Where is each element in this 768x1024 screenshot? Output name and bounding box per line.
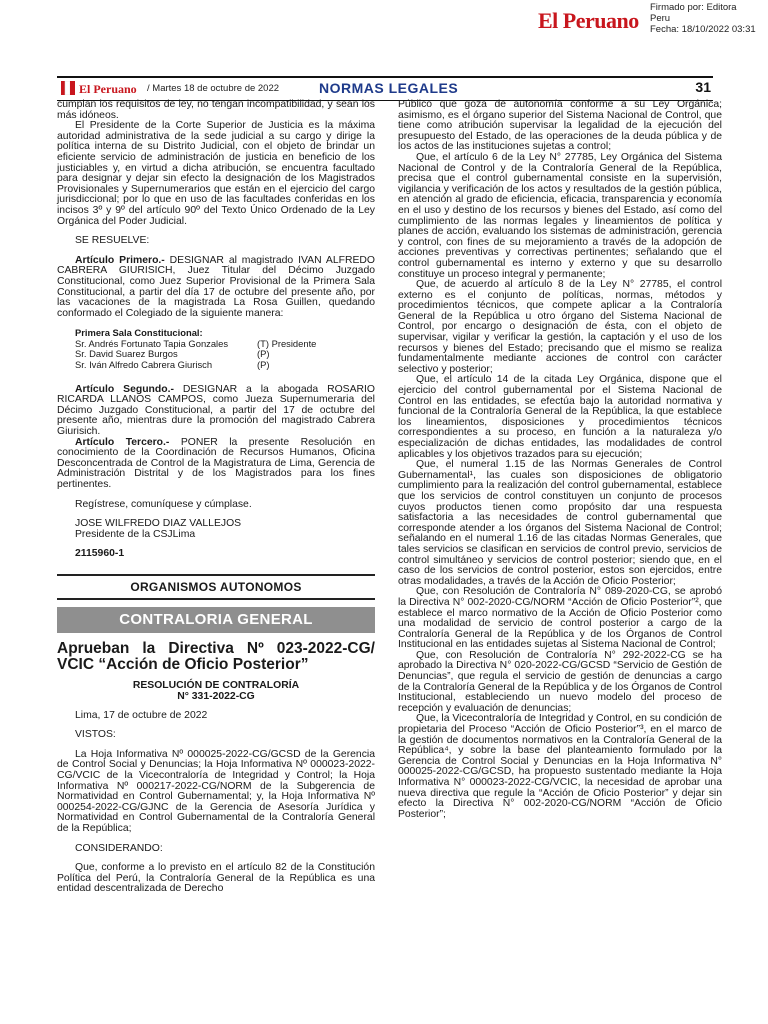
header-section: NORMAS LEGALES	[319, 80, 459, 96]
resolution-line2: N° 331-2022-CG	[177, 690, 255, 702]
resolution-line1: RESOLUCIÓN DE CONTRALORÍA	[132, 679, 300, 691]
signer-role: Presidente de la CSJLima	[75, 528, 196, 540]
left-column	[57, 100, 375, 895]
paragraph: Que, el artículo 6 de la Ley N° 27785, Ley Orgánica del Sistema Nacional de Control y de la Contraloría General de la República, precisa que el control gubernamental consiste en la supervisión, vigilancia y verificación de los actos y resultados de la gestión pública, en atención al grado de eficiencia, eficacia, transparencia y economía en el uso y destino de los recursos y bienes del Estado, así como del cumplimiento de las normas legales y lineamientos de política y planes de acción, evaluando los sistemas de administración, gerencia y control, con fines de su mejoramiento a través de la adopción de acciones preventivas y correctivas pertinentes; señalando que el control gubernamental es interno y externo y que su desarrollo constituye un proceso integral y permanente;	[398, 151, 722, 280]
paragraph: Que, con Resolución de Contraloría N° 089-2020-CG, se aprobó la Directiva N° 002-2020-CG/NORM “Acción de Oficio Posterior”², que establece el marco normativo de la Acción de Oficio Posterior como una modalidad de servicio de control posterior a cargo de la Contraloría General de la República y de los Órganos de Control Institucional en las entidades sujetas al Sistema Nacional de Control;	[398, 586, 722, 651]
paragraph: Que, conforme a lo previsto en el artículo 82 de la Constitución Política del Perú, la Contraloría General de la República es una entidad descentralizada de Derecho	[57, 862, 375, 895]
stamp-line2: Peru	[650, 13, 671, 24]
paragraph: La Hoja Informativa Nº 000025-2022-CG/GCSD de la Gerencia de Control Social y Denuncias; la Hoja Informativa Nº 000023-2022-CG/VCIC de la Vicecontraloría de Integridad y Control; la Hoja Informativa Nº 000217-2022-CG/NORM de la Subgerencia de Normatividad en Control Gubernamental; y, la Hoja Informativa Nº 000254-2022-CG/GJNC de la Gerencia de Asesoría Jurídica y Normatividad en Control Gubernamental de la Contraloría General de la República;	[57, 748, 375, 834]
page-number: 31	[695, 79, 711, 95]
member-role: (T) Presidente	[257, 337, 317, 349]
article-first	[57, 256, 375, 320]
digital-signature-stamp	[538, 2, 764, 38]
stamp-line1: Firmado por: Editora	[650, 2, 737, 13]
closing-formula: Regístrese, comuníquese y cúmplase.	[75, 498, 252, 510]
article-label: Artículo Tercero.-	[75, 436, 170, 448]
vistos-heading: VISTOS:	[75, 729, 116, 741]
resuelve-heading: SE RESUELVE:	[75, 235, 150, 247]
paragraph: cumplan los requisitos de ley, no tengan incompatibilidad, y sean los más idóneos.	[57, 99, 375, 121]
paragraph: Que, la Vicecontraloría de Integridad y Control, en su condición de propietaria del Proceso “Acción de Oficio Posterior”³, en el marco de la gestión de documentos normativos en la Contraloría General de la República⁴, y sobre la base del planteamiento formulado por la Gerencia de Control Social y Denuncias en la Hoja Informativa N° 000025-2022-CG/GCSD, ha propuesto sustentado mediante la Hoja Informativa N° 000023-2022-CG/VCIC, la necesidad de aprobar una nueva directiva que regule la “Acción de Oficio Posterior” y dejar sin efecto la Directiva N° 002-2020-CG/NORM “Acción de Oficio Posterior”;	[398, 713, 722, 820]
article-text: DESIGNAR a la abogada ROSARIO RICARDA LLANOS CAMPOS, como Jueza Supernumeraria del Décimo Juzgado Constitucional, a partir del 17 de octubre del presente año, mientras dure la promoción del magistrado Cabrera Giurisich.	[57, 383, 375, 438]
sala-title: Primera Sala Constitucional:	[75, 327, 203, 339]
signer-name: JOSE WILFREDO DIAZ VALLEJOS	[75, 518, 242, 530]
member-role: (P)	[257, 359, 270, 371]
member-name: Sr. Andrés Fortunato Tapia Gonzales	[75, 337, 229, 349]
paragraph: El Presidente de la Corte Superior de Justicia es la máxima autoridad administrativa de la sede judicial a su cargo y dirige la política interna de su Distrito Judicial, con el objeto de brindar un eficiente servicio de administración de justicia en beneficio de los justiciables y, en virtud a dicha atribución, se encuentra facultado para designar y dejar sin efecto la designación de los Magistrados Provisionales y Supernumerarios que están en el ejercicio del cargo jurisdiccional; por lo que en uso de las facultades conferidas en los incisos 3º y 9º del artículo 90º del Texto Único Ordenado de la Ley Orgánica del Poder Judicial.	[57, 120, 375, 227]
sala-composition	[75, 328, 375, 370]
document-code: 2115960-1	[75, 548, 125, 560]
section-heading: ORGANISMOS AUTONOMOS	[130, 579, 302, 594]
peruano-flag-icon	[61, 81, 75, 95]
considerando-heading: CONSIDERANDO:	[75, 842, 163, 854]
right-column	[398, 100, 722, 820]
member-role: (P)	[257, 348, 270, 360]
institution-banner: CONTRALORIA GENERAL	[57, 607, 375, 633]
article-label: Artículo Segundo.-	[75, 383, 174, 395]
header-brand: El Peruano	[79, 82, 137, 96]
member-name: Sr. Iván Alfredo Cabrera Giurisch	[75, 359, 213, 371]
page-header	[57, 78, 713, 101]
article-label: Artículo Primero.-	[75, 254, 165, 266]
stamp-line3: Fecha: 18/10/2022 03:31	[650, 24, 756, 35]
stamp-text	[650, 2, 756, 35]
paragraph: Que, el numeral 1.15 de las Normas Generales de Control Gubernamental¹, las cuales son disposiciones de obligatorio cumplimiento para la realización del control gubernamental, establece que los servicios de control constituyen un conjunto de procesos cuyos productos tienen como propósito dar una respuesta satisfactoria a las necesidades de control gubernamental que corresponde atender a los órganos del Sistema Nacional de Control; señalando en el numeral 1.16 de las citadas Normas Generales, que tales servicios se clasifican en servicios de control previo, servicios de control simultáneo y servicios de control posterior; siendo que, en el caso de los servicios de control posterior, estos son ejercidos, entre otras modalidades, a través de la Acción de Oficio Posterior;	[398, 459, 722, 587]
sala-member-row	[75, 360, 375, 371]
paragraph: Público que goza de autonomía conforme a su Ley Orgánica; asimismo, es el órgano superior del Sistema Nacional de Control, que tiene como atribución supervisar la legalidad de la ejecución del presupuesto del Estado, de las operaciones de la deuda pública y de los actos de las instituciones sujetas a control;	[398, 99, 722, 153]
article-second	[57, 385, 375, 438]
paragraph: Que, el artículo 14 de la citada Ley Orgánica, dispone que el ejercicio del control gubernamental por el Sistema Nacional de Control en las entidades, se efectúa bajo la autoridad normativa y funcional de la Contraloría General de la República, la que establece los lineamientos, disposiciones y procedimientos técnicos correspondientes a su proceso, en función a la naturaleza y/o especialización de dichas entidades, las modalidades de control aplicables y los objetivos trazados para su ejecución;	[398, 374, 722, 460]
norm-title: Aprueban la Directiva Nº 023-2022-CG/ VCIC “Acción de Oficio Posterior”	[57, 639, 375, 673]
stamp-logo: El Peruano	[538, 8, 639, 33]
section-rule	[57, 574, 375, 576]
place-date: Lima, 17 de octubre de 2022	[75, 709, 208, 721]
article-text: DESIGNAR al magistrado IVAN ALFREDO CABRERA GIURISICH, Juez Titular del Décimo Juzgado Constitucional, como Juez Superior Provisional de la Primera Sala Constitucional, a partir del día 17 de octubre del presente año, por las vacaciones de la magistrada La Rosa Guillen, quedando conformado el Colegiado de la siguiente manera:	[57, 254, 375, 319]
member-name: Sr. David Suarez Burgos	[75, 348, 178, 360]
header-date: / Martes 18 de octubre de 2022	[147, 83, 280, 94]
resolution-heading	[57, 680, 375, 702]
paragraph: Que, de acuerdo al artículo 8 de la Ley N° 27785, el control externo es el conjunto de políticas, normas, métodos y procedimientos técnicos, que compete aplicar a la Contraloría General de la República u otro órgano del Sistema Nacional de Control, por encargo o designación de ésta, con el objeto de supervisar, vigilar y verificar la gestión, la captación y el uso de los recursos y bienes del Estado; precisando que el mismo se realiza fundamentalmente mediante acciones de control con carácter selectivo y posterior;	[398, 279, 722, 375]
paragraph: Que, con Resolución de Contraloría N° 292-2022-CG se ha aprobado la Directiva N° 020-2022-CG/GCSD “Servicio de Gestión de Denuncias”, que regula el servicio de gestión de denuncias a cargo de la Contraloría General de la República y de los Órganos de Control Institucional, estableciendo un nuevo modelo del proceso de recepción y evaluación de denuncias;	[398, 649, 722, 714]
article-third	[57, 438, 375, 491]
article-text: PONER la presente Resolución en conocimiento de la Coordinación de Recursos Humanos, Oficina Desconcentrada de Control de la Magistratura de Lima, Gerencia de Administración Distrital y de los Magistrados para los fines pertinentes.	[57, 436, 375, 490]
